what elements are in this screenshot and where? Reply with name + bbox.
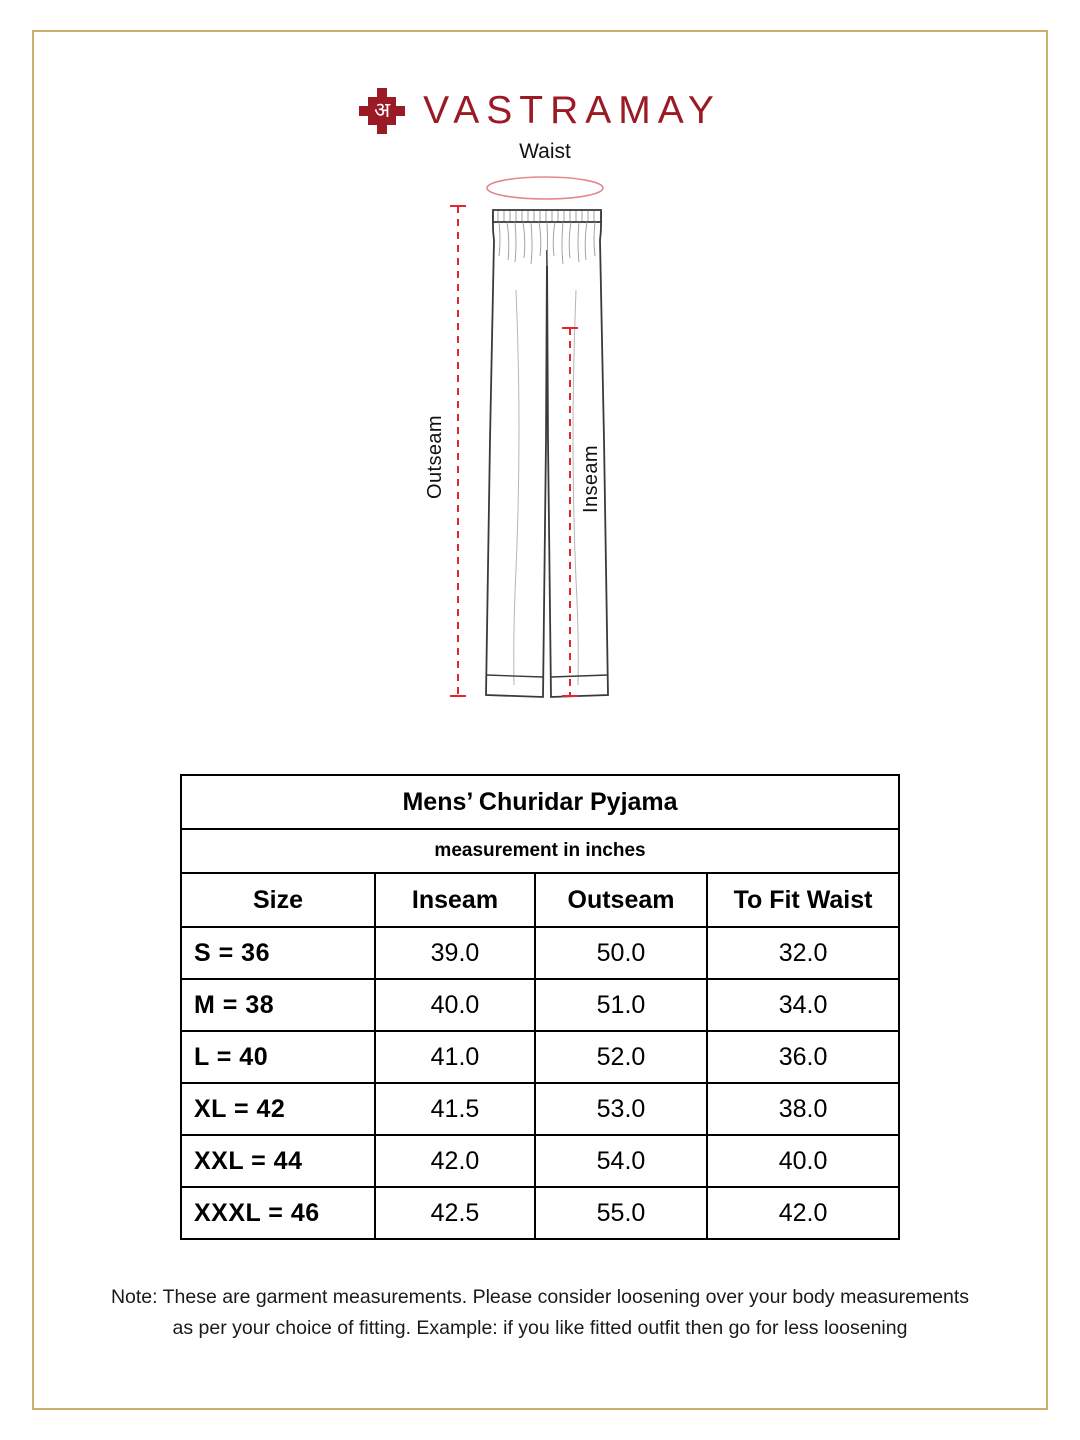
cell-inseam: 41.0 <box>375 1031 535 1083</box>
cell-waist: 38.0 <box>707 1083 899 1135</box>
table-title: Mens’ Churidar Pyjama <box>181 775 899 829</box>
cell-inseam: 40.0 <box>375 979 535 1031</box>
table-row <box>181 1083 899 1135</box>
cell-waist: 34.0 <box>707 979 899 1031</box>
cell-inseam: 42.0 <box>375 1135 535 1187</box>
table-row <box>181 1031 899 1083</box>
cell-size: M = 38 <box>181 979 375 1031</box>
vastramay-logo-icon <box>359 88 405 134</box>
table-subtitle-row <box>181 829 899 873</box>
cell-outseam: 55.0 <box>535 1187 707 1239</box>
cell-waist: 36.0 <box>707 1031 899 1083</box>
cell-size: XL = 42 <box>181 1083 375 1135</box>
logo-glyph: अ <box>374 98 391 122</box>
cell-inseam: 42.5 <box>375 1187 535 1239</box>
brand-name: VASTRAMAY <box>423 89 721 132</box>
brand-header <box>0 88 1080 134</box>
cell-waist: 32.0 <box>707 927 899 979</box>
column-header-outseam: Outseam <box>535 873 707 927</box>
table-header-row <box>181 873 899 927</box>
cell-size: XXL = 44 <box>181 1135 375 1187</box>
cell-outseam: 52.0 <box>535 1031 707 1083</box>
cell-size: XXXL = 46 <box>181 1187 375 1239</box>
outseam-label: Outseam <box>424 415 446 499</box>
table-row <box>181 927 899 979</box>
footer-note <box>50 1282 1030 1344</box>
column-header-inseam: Inseam <box>375 873 535 927</box>
cell-inseam: 39.0 <box>375 927 535 979</box>
waist-label: Waist <box>519 140 571 163</box>
table-row <box>181 1187 899 1239</box>
cell-size: S = 36 <box>181 927 375 979</box>
cell-outseam: 54.0 <box>535 1135 707 1187</box>
column-header-size: Size <box>181 873 375 927</box>
note-line-1: Note: These are garment measurements. Please consider loosening over your body measurements <box>110 1286 970 1308</box>
size-chart-table <box>180 774 900 1240</box>
cell-waist: 42.0 <box>707 1187 899 1239</box>
table-row <box>181 1135 899 1187</box>
cell-size: L = 40 <box>181 1031 375 1083</box>
table-row <box>181 979 899 1031</box>
column-header-waist: To Fit Waist <box>707 873 899 927</box>
note-line-2: as per your choice of fitting. Example: if you like fitted outfit then go for less loosening <box>172 1317 908 1339</box>
cell-outseam: 50.0 <box>535 927 707 979</box>
cell-waist: 40.0 <box>707 1135 899 1187</box>
inseam-label: Inseam <box>580 445 602 513</box>
cell-inseam: 41.5 <box>375 1083 535 1135</box>
table-title-row <box>181 775 899 829</box>
pyjama-diagram <box>380 140 710 720</box>
table-subtitle: measurement in inches <box>181 829 899 873</box>
cell-outseam: 53.0 <box>535 1083 707 1135</box>
cell-outseam: 51.0 <box>535 979 707 1031</box>
